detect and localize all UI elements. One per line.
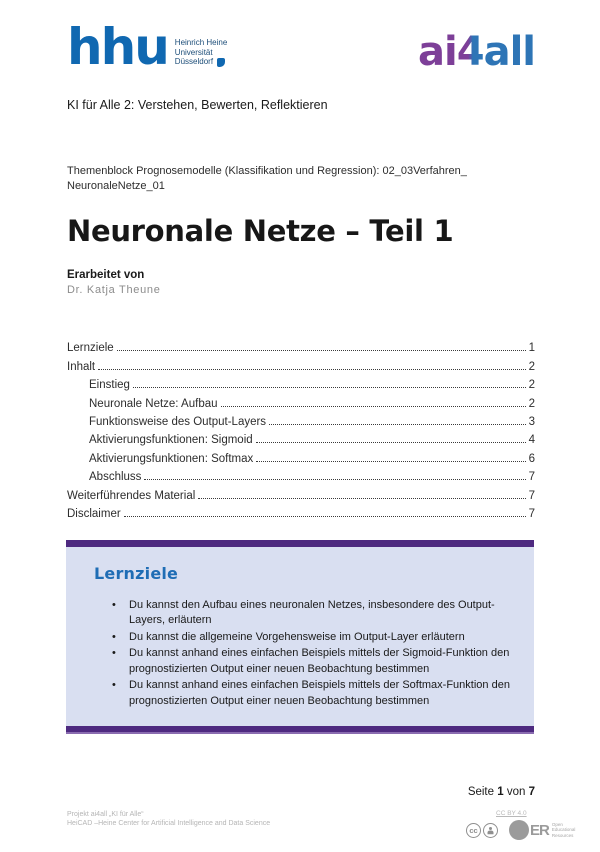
toc-leader-dots <box>221 406 526 407</box>
ai4all-logo-all: all <box>483 29 535 75</box>
toc-entry-page: 7 <box>528 489 535 502</box>
lernziele-box <box>66 540 534 735</box>
lernziel-item <box>112 630 520 646</box>
bullet-icon: • <box>112 630 116 643</box>
hhu-logo-text-line2: Universität <box>174 47 213 57</box>
hhu-logo-text <box>175 30 227 67</box>
hhu-logo-text-line1: Heinrich Heine <box>174 38 228 47</box>
header-logo-row <box>67 0 535 88</box>
course-title: KI für Alle 2: Verstehen, Bewerten, Reflektieren <box>67 98 328 112</box>
project-info-line2: HeiCAD –Heine Center for Artificial Intelligence and Data Science <box>67 820 271 827</box>
lernziel-item <box>112 598 520 629</box>
toc-entry-page: 3 <box>528 415 535 428</box>
box-bottom-border <box>66 726 534 734</box>
hhu-logo-text-line3-wrap <box>175 57 227 67</box>
toc-entry-page: 2 <box>528 379 535 392</box>
bullet-icon: • <box>112 647 116 660</box>
toc-entry[interactable] <box>67 354 535 372</box>
oer-caption <box>552 822 576 839</box>
toc-entry-page: 6 <box>528 452 535 465</box>
oer-circle-icon <box>509 820 529 840</box>
license-icons-row <box>458 820 590 840</box>
page-number-prefix: Seite <box>467 786 495 798</box>
toc-entry[interactable] <box>67 391 535 409</box>
ai4all-logo <box>418 29 535 75</box>
toc-entry-label: Weiterführendes Material <box>67 489 196 502</box>
box-top-border <box>66 540 534 547</box>
toc-entry-label: Aktivierungsfunktionen: Softmax <box>89 452 254 465</box>
page-number-current: 1 <box>497 786 504 798</box>
toc-entry-label: Neuronale Netze: Aufbau <box>89 397 218 410</box>
toc-leader-dots <box>98 369 525 370</box>
toc-leader-dots <box>133 387 526 388</box>
toc-leader-dots <box>269 424 526 425</box>
author-label: Erarbeitet von <box>67 269 145 281</box>
lernziele-list <box>94 598 520 710</box>
table-of-contents <box>67 336 535 520</box>
toc-entry-page: 2 <box>528 360 535 373</box>
toc-leader-dots <box>124 516 526 517</box>
author-block <box>67 269 535 296</box>
page-number <box>468 786 535 798</box>
toc-entry-label: Lernziele <box>67 342 114 355</box>
toc-entry-page: 7 <box>528 471 535 484</box>
toc-entry[interactable] <box>67 465 535 483</box>
toc-entry-label: Abschluss <box>89 471 142 484</box>
toc-leader-dots <box>256 461 525 462</box>
project-info <box>67 810 270 828</box>
toc-leader-dots <box>198 498 525 499</box>
cc-icon: cc <box>466 823 481 838</box>
bullet-icon: • <box>112 598 116 611</box>
lernziele-box-body <box>66 547 534 727</box>
page-number-of: von <box>506 786 526 798</box>
toc-entry-label: Disclaimer <box>67 507 121 520</box>
oer-letters: ER <box>530 821 549 839</box>
themenblock-line <box>67 164 535 193</box>
lernziel-text: Du kannst anhand eines einfachen Beispiels mittels der Softmax-Funktion den prognostizierten Output einer neuen Beobachtung bestimmen <box>129 679 510 707</box>
page-title: Neuronale Netze – Teil 1 <box>67 214 454 248</box>
themenblock-line-1: Themenblock Prognosemodelle (Klassifikation und Regression): 02_03Verfahren_ <box>67 165 467 177</box>
toc-entry[interactable] <box>67 446 535 464</box>
ai4all-logo-ai: ai <box>418 29 457 75</box>
lernziel-item <box>112 646 520 677</box>
toc-entry-page: 1 <box>528 342 535 355</box>
toc-entry[interactable] <box>67 502 535 520</box>
toc-entry[interactable] <box>67 373 535 391</box>
toc-entry-page: 4 <box>528 434 535 447</box>
bullet-icon: • <box>112 679 116 692</box>
toc-entry-label: Funktionsweise des Output-Layers <box>89 415 267 428</box>
toc-entry-page: 2 <box>528 397 535 410</box>
oer-logo <box>509 820 575 840</box>
toc-entry[interactable] <box>67 336 535 354</box>
toc-entry-label: Inhalt <box>67 360 96 373</box>
toc-leader-dots <box>256 442 526 443</box>
lernziele-heading: Lernziele <box>94 563 179 583</box>
page-number-total: 7 <box>528 786 535 798</box>
themenblock-line-2: NeuronaleNetze_01 <box>67 179 165 192</box>
license-block <box>458 810 590 840</box>
toc-entry[interactable] <box>67 483 535 501</box>
oer-caption-line1: Open <box>551 821 563 827</box>
lernziel-item <box>112 678 520 709</box>
oer-caption-line2: Educational <box>551 827 576 833</box>
hhu-logo <box>67 18 228 76</box>
ai4all-logo-4: 4 <box>456 29 484 75</box>
lernziel-text: Du kannst den Aufbau eines neuronalen Netzes, insbesondere des Output-Layers, erläutern <box>129 598 495 627</box>
author-name: Dr. Katja Theune <box>67 284 161 296</box>
toc-entry[interactable] <box>67 428 535 446</box>
toc-entry-page: 7 <box>528 507 535 520</box>
lernziel-text: Du kannst anhand eines einfachen Beispiels mittels der Sigmoid-Funktion den prognostizierten Output einer neuen Beobachtung bestimmen <box>129 647 510 675</box>
hhu-wordmark: hhu <box>67 18 168 76</box>
hhu-speech-dot-icon <box>217 58 225 67</box>
cc-by-person-icon <box>483 823 498 838</box>
oer-caption-line3: Resources <box>551 832 574 838</box>
hhu-logo-text-line3: Düsseldorf <box>174 57 214 66</box>
toc-leader-dots <box>144 479 525 480</box>
lernziel-text: Du kannst die allgemeine Vorgehensweise im Output-Layer erläutern <box>129 630 465 643</box>
cc-by-link[interactable]: CC BY 4.0 <box>496 810 527 817</box>
toc-entry[interactable] <box>67 410 535 428</box>
toc-entry-label: Aktivierungsfunktionen: Sigmoid <box>89 434 253 447</box>
toc-entry-label: Einstieg <box>89 379 130 392</box>
project-info-line1: Projekt ai4all „KI für Alle“ <box>67 811 144 818</box>
toc-leader-dots <box>117 350 526 351</box>
